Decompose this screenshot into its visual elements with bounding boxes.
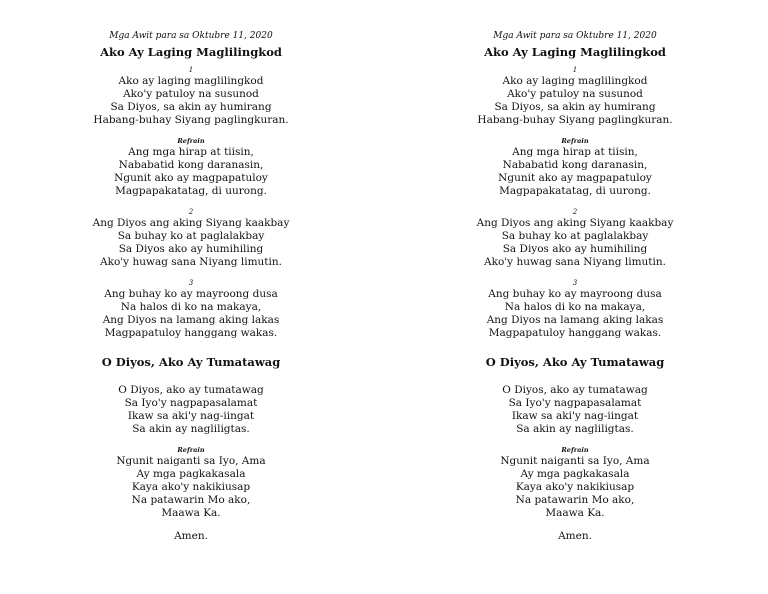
lyric-line: Kaya ako'y nakikiusap xyxy=(131,481,251,493)
page-header: Mga Awit para sa Oktubre 11, 2020 xyxy=(109,31,273,41)
refrain xyxy=(470,455,680,520)
lyric-line: Na patawarin Mo ako, xyxy=(131,494,251,506)
lyric-line: Na patawarin Mo ako, xyxy=(515,494,635,506)
lyric-line: Ang Diyos ang aking Siyang kaakbay xyxy=(92,217,290,229)
lyric-line: Sa akin ay nagliligtas. xyxy=(132,423,250,435)
lyric-line: Ngunit ako ay magpapatuloy xyxy=(498,172,652,184)
lyric-line: Ang Diyos ang aking Siyang kaakbay xyxy=(476,217,674,229)
lyric-line: Magpapatuloy hanggang wakas. xyxy=(104,327,278,339)
lyric-line: Habang-buhay Siyang paglingkuran. xyxy=(477,114,673,126)
lyric-line: Sa Iyo'y nagpapasalamat xyxy=(124,397,258,409)
lyric-line: Magpapatuloy hanggang wakas. xyxy=(488,327,662,339)
amen-line: Amen. xyxy=(558,530,592,542)
lyric-line: Ang buhay ko ay mayroong dusa xyxy=(104,288,278,300)
refrain xyxy=(86,146,296,198)
lyric-line: Ang mga hirap at tiisin, xyxy=(128,146,254,158)
lyric-line: Ang mga hirap at tiisin, xyxy=(512,146,638,158)
verse-2 xyxy=(86,217,296,269)
verse-number: 1 xyxy=(572,66,578,74)
lyric-line: Magpapakatatag, di uurong. xyxy=(499,185,651,197)
song-title: O Diyos, Ako Ay Tumatawag xyxy=(101,355,281,369)
verse-3 xyxy=(470,288,680,340)
lyrics-column-left xyxy=(86,30,296,543)
lyric-line: Ang buhay ko ay mayroong dusa xyxy=(488,288,662,300)
verse-2 xyxy=(470,217,680,269)
refrain xyxy=(86,455,296,520)
lyric-line: Sa akin ay nagliligtas. xyxy=(516,423,634,435)
verse xyxy=(470,384,680,436)
lyric-line: Na halos di ko na makaya, xyxy=(120,301,262,313)
verse-number: 3 xyxy=(188,279,194,287)
refrain xyxy=(470,146,680,198)
lyric-line: Nababatid kong daranasin, xyxy=(118,159,264,171)
verse-number: 3 xyxy=(572,279,578,287)
lyric-line: Sa buhay ko at paglalakbay xyxy=(501,230,649,242)
lyric-line: Ako'y patuloy na susunod xyxy=(123,88,259,100)
lyric-line: Magpapakatatag, di uurong. xyxy=(115,185,267,197)
lyrics-column-right xyxy=(470,30,680,543)
song-title: Ako Ay Laging Maglilingkod xyxy=(484,45,666,59)
verse-3 xyxy=(86,288,296,340)
lyric-line: Maawa Ka. xyxy=(161,507,221,519)
lyric-line: Ikaw sa aki'y nag-iingat xyxy=(511,410,639,422)
lyric-line: Sa Iyo'y nagpapasalamat xyxy=(508,397,642,409)
song-title: Ako Ay Laging Maglilingkod xyxy=(100,45,282,59)
lyric-line: Na halos di ko na makaya, xyxy=(504,301,646,313)
lyric-line: Habang-buhay Siyang paglingkuran. xyxy=(93,114,289,126)
verse-number: 2 xyxy=(572,208,578,216)
lyric-line: Ngunit ako ay magpapatuloy xyxy=(114,172,268,184)
song-title: O Diyos, Ako Ay Tumatawag xyxy=(485,355,665,369)
lyric-line: Ikaw sa aki'y nag-iingat xyxy=(127,410,255,422)
lyric-line: Ako'y patuloy na susunod xyxy=(507,88,643,100)
verse-number: 1 xyxy=(188,66,194,74)
lyric-line: Ay mga pagkakasala xyxy=(520,468,630,480)
lyric-line: Ang Diyos na lamang aking lakas xyxy=(102,314,280,326)
lyric-line: Ako ay laging maglilingkod xyxy=(118,75,264,87)
lyric-line: Ako'y huwag sana Niyang limutin. xyxy=(100,256,282,268)
lyric-line: Sa Diyos, sa akin ay humirang xyxy=(110,101,272,113)
lyric-line: Nababatid kong daranasin, xyxy=(502,159,648,171)
lyric-line: Ako ay laging maglilingkod xyxy=(502,75,648,87)
lyric-line: Sa Diyos ako ay humihiling xyxy=(502,243,648,255)
lyric-line: Ngunit naiganti sa Iyo, Ama xyxy=(116,455,266,467)
lyric-line: Ay mga pagkakasala xyxy=(136,468,246,480)
refrain-label: Refrain xyxy=(561,446,589,454)
lyric-line: O Diyos, ako ay tumatawag xyxy=(118,384,264,396)
lyric-line: Sa buhay ko at paglalakbay xyxy=(117,230,265,242)
page-header: Mga Awit para sa Oktubre 11, 2020 xyxy=(493,31,657,41)
lyric-line: Sa Diyos ako ay humihiling xyxy=(118,243,264,255)
verse-1 xyxy=(86,75,296,127)
lyric-line: Ako'y huwag sana Niyang limutin. xyxy=(484,256,666,268)
amen-line: Amen. xyxy=(174,530,208,542)
lyric-line: Maawa Ka. xyxy=(545,507,605,519)
lyric-line: Ang Diyos na lamang aking lakas xyxy=(486,314,664,326)
verse-1 xyxy=(470,75,680,127)
refrain-label: Refrain xyxy=(177,446,205,454)
lyric-line: Kaya ako'y nakikiusap xyxy=(515,481,635,493)
refrain-label: Refrain xyxy=(561,137,589,145)
refrain-label: Refrain xyxy=(177,137,205,145)
lyric-line: Sa Diyos, sa akin ay humirang xyxy=(494,101,656,113)
verse-number: 2 xyxy=(188,208,194,216)
verse xyxy=(86,384,296,436)
lyric-line: Ngunit naiganti sa Iyo, Ama xyxy=(500,455,650,467)
lyric-line: O Diyos, ako ay tumatawag xyxy=(502,384,648,396)
